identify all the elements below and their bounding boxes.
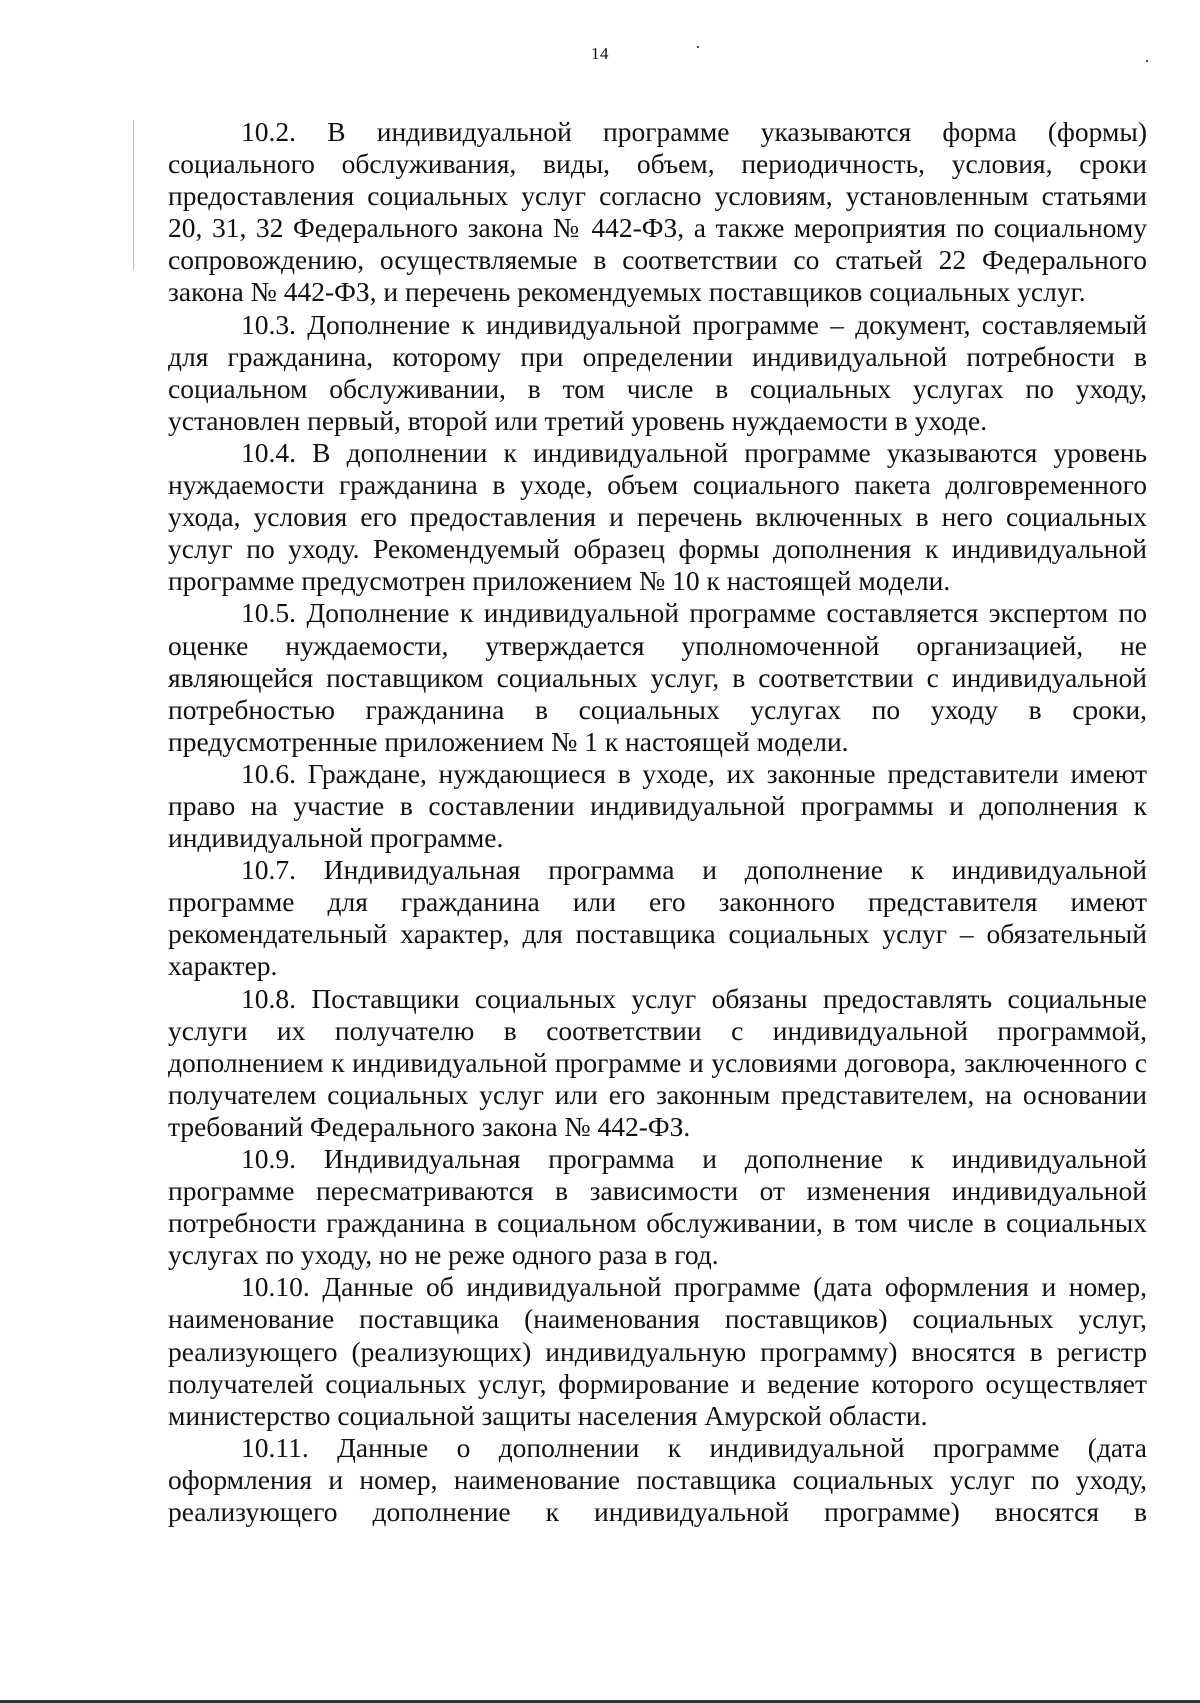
paragraph-10-7: 10.7. Индивидуальная программа и дополнение к индивидуальной программе для гражданина или его законного представителя имеют рекомендательный характер, для поставщика социальных услуг – обязательный характер. <box>168 854 1147 982</box>
document-body <box>168 116 1147 1528</box>
scan-artifact-left <box>133 120 134 270</box>
page-number: 14 <box>591 44 609 63</box>
paragraph-10-11: 10.11. Данные о дополнении к индивидуальной программе (дата оформления и номер, наименование поставщика социальных услуг по уходу, реализующего дополнение к индивидуальной программе) вносятся в <box>168 1431 1147 1528</box>
paragraph-10-2: 10.2. В индивидуальной программе указываются форма (формы) социального обслуживания, виды, объем, периодичность, условия, сроки предоставления социальных услуг согласно условиям, установленным статьями 20, 31, 32 Федерального закона № 442-ФЗ, а также мероприятия по социальному сопровождению, осуществляемые в соответствии со статьей 22 Федерального закона № 442-ФЗ, и перечень рекомендуемых поставщиков социальных услуг. <box>168 116 1147 308</box>
paragraph-10-8: 10.8. Поставщики социальных услуг обязаны предоставлять социальные услуги их получателю в соответствии с индивидуальной программой, дополнением к индивидуальной программе и условиями договора, заключенного с получателем социальных услуг или его законным представителем, на основании требований Федерального закона № 442-ФЗ. <box>168 982 1147 1142</box>
paragraph-10-4: 10.4. В дополнении к индивидуальной программе указываются уровень нуждаемости гражданина в уходе, объем социального пакета долговременного ухода, условия его предоставления и перечень включенных в него социальных услуг по уходу. Рекомендуемый образец формы дополнения к индивидуальной программе предусмотрен приложением № 10 к настоящей модели. <box>168 436 1147 597</box>
paragraph-10-10: 10.10. Данные об индивидуальной программе (дата оформления и номер, наименование поставщика (наименования поставщиков) социальных услуг, реализующего (реализующих) индивидуальную программу) вносятся в регистр получателей социальных услуг, формирование и ведение которого осуществляет министерство социальной защиты населения Амурской области. <box>168 1271 1147 1431</box>
paragraph-10-5: 10.5. Дополнение к индивидуальной программе составляется экспертом по оценке нуждаемости, утверждается уполномоченной организацией, не являющейся поставщиком социальных услуг, в соответствии с индивидуальной потребностью гражданина в социальных услугах по уходу в сроки, предусмотренные приложением № 1 к настоящей модели. <box>168 597 1147 757</box>
paragraph-10-3: 10.3. Дополнение к индивидуальной программе – документ, составляемый для гражданина, которому при определении индивидуальной потребности в социальном обслуживании, в том числе в социальных услугах по уходу, установлен первый, второй или третий уровень нуждаемости в уходе. <box>168 308 1147 436</box>
paragraph-10-6: 10.6. Граждане, нуждающиеся в уходе, их законные представители имеют право на участие в составлении индивидуальной программы и дополнения к индивидуальной программе. <box>168 757 1147 854</box>
paragraph-10-9: 10.9. Индивидуальная программа и дополнение к индивидуальной программе пересматриваются в зависимости от изменения индивидуальной потребности гражданина в социальном обслуживании, в том числе в социальных услугах по уходу, но не реже одного раза в год. <box>168 1143 1147 1271</box>
